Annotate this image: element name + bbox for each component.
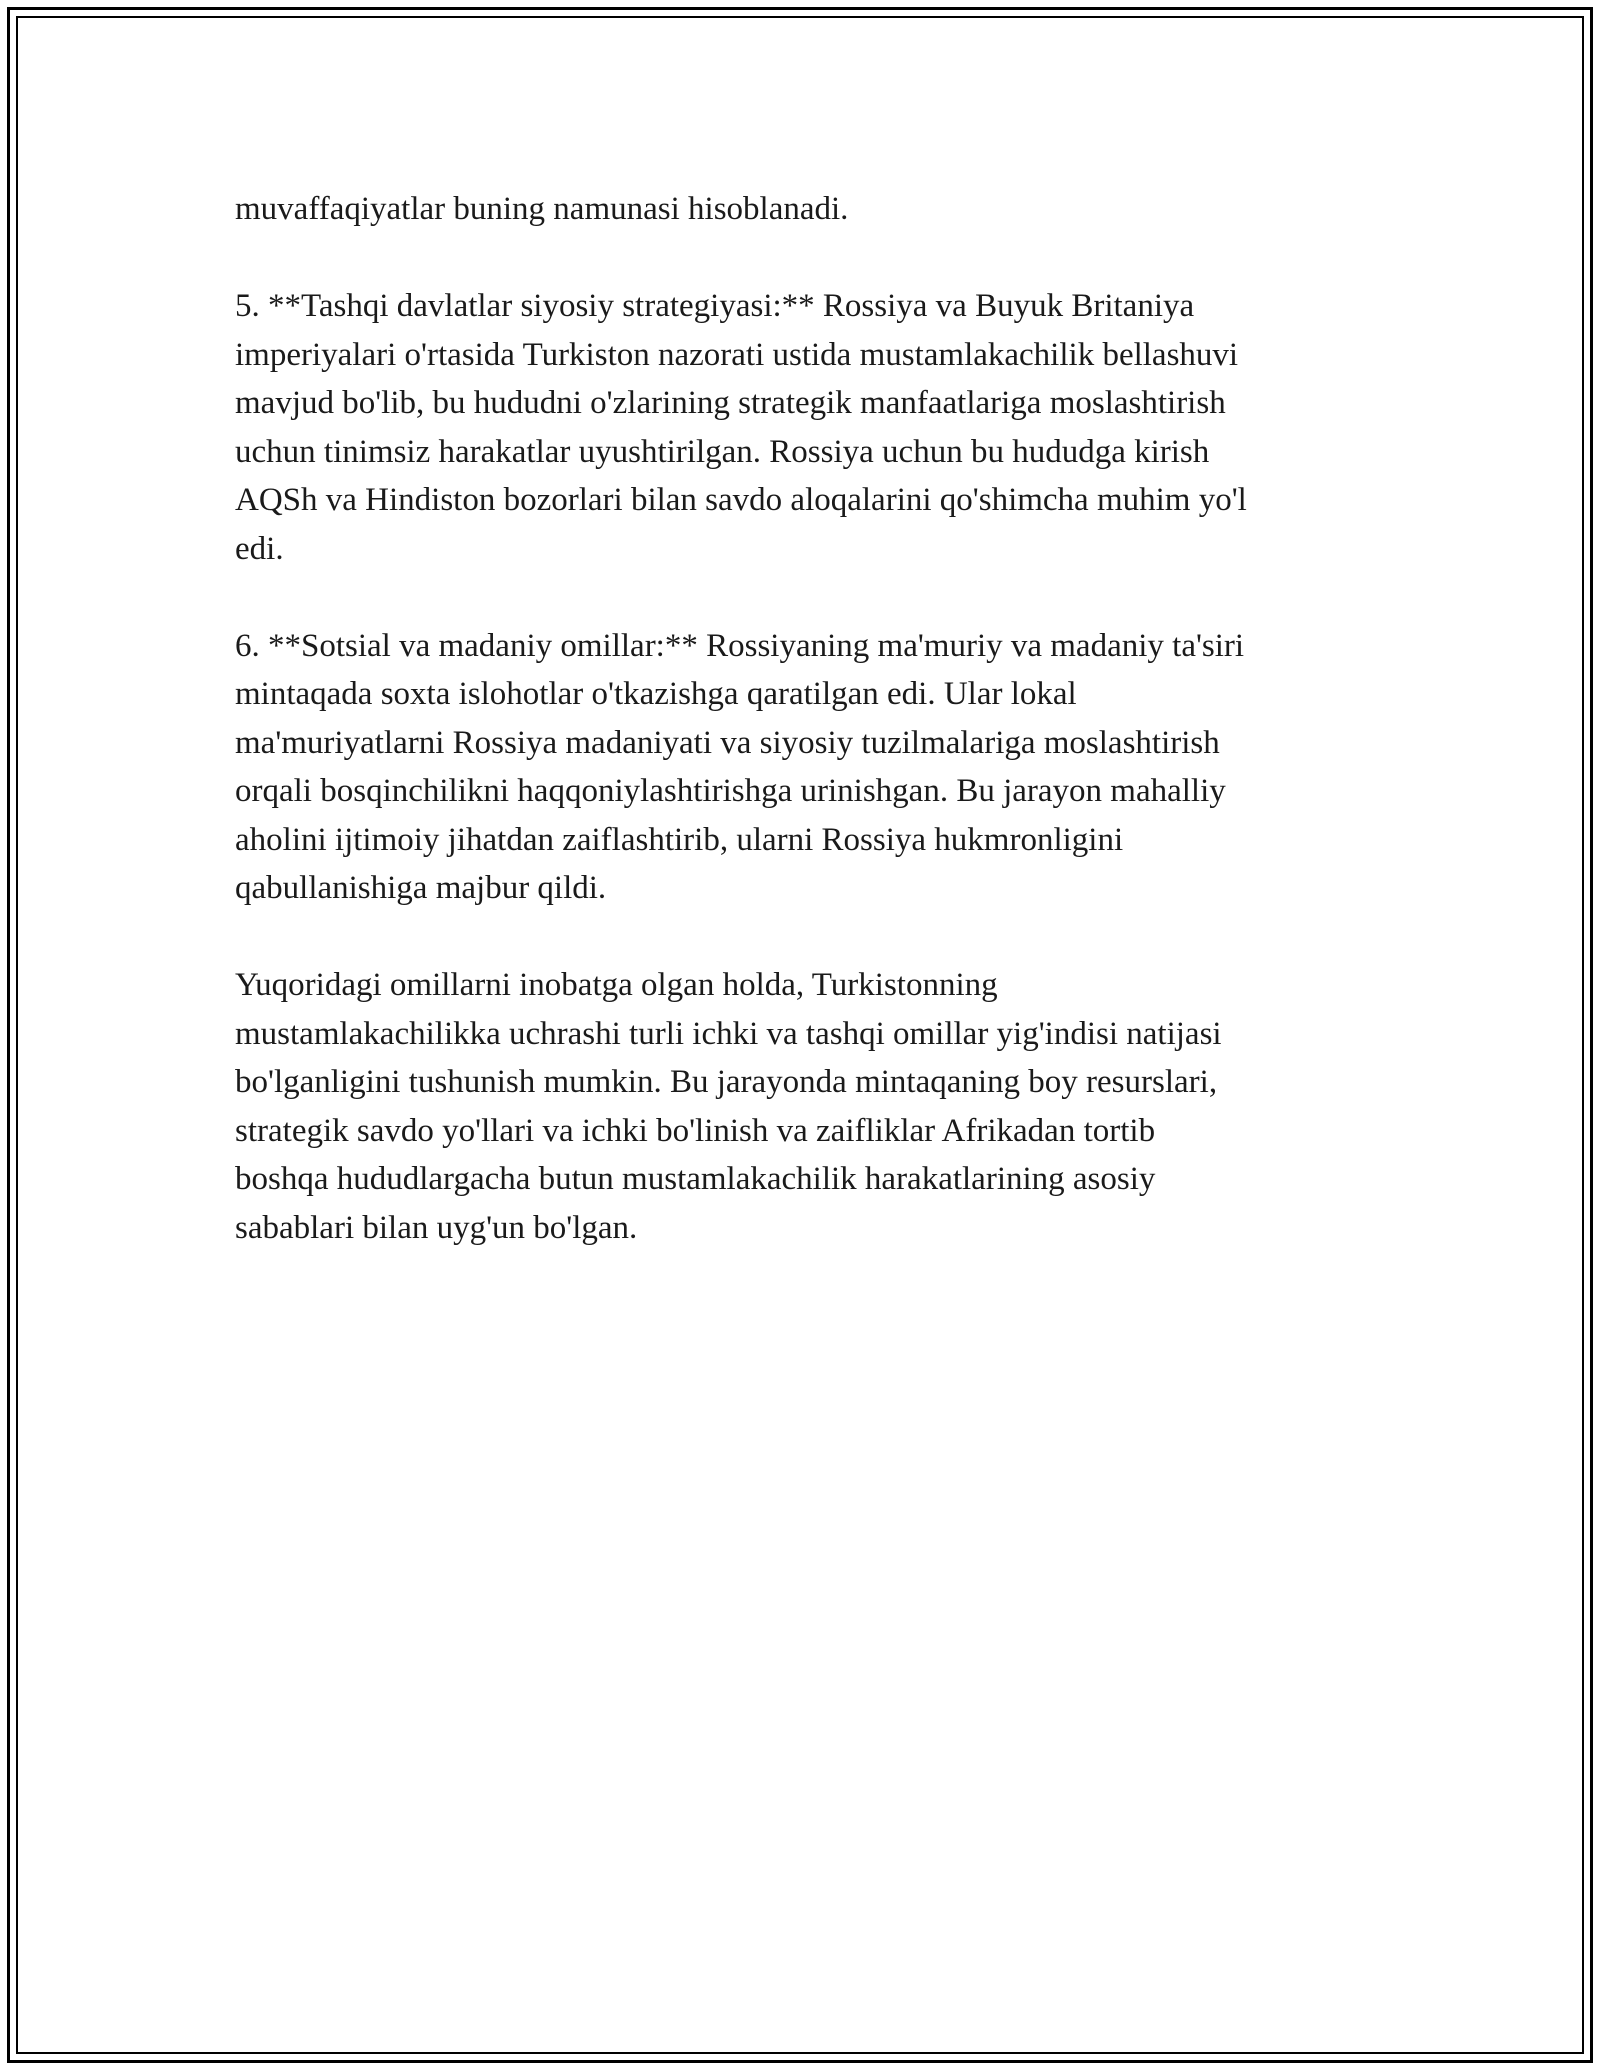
paragraph-point-5: 5. **Tashqi davlatlar siyosiy strategiyasi:** Rossiya va Buyuk Britaniya imperiyalari o'rtasida Turkiston nazorati ustida mustamlakachilik bellashuvi mavjud bo'lib, bu hududni o'zlarining strategik manfaatlariga moslashtirish uchun tinimsiz harakatlar uyushtirilgan. Rossiya uchun bu hududga kirish AQSh va Hindiston bozorlari bilan savdo aloqalarini qo'shimcha muhim yo'l edi. [235,288,1247,567]
paragraph-conclusion: Yuqoridagi omillarni inobatga olgan holda, Turkistonning mustamlakachilikka uchrashi turli ichki va tashqi omillar yig'indisi natijasi bo'lganligini tushunish mumkin. Bu jarayonda mintaqaning boy resurslari, strategik savdo yo'llari va ichki bo'linish va zaifliklar Afrikadan tortib boshqa hududlargacha butun mustamlakachilik harakatlarining asosiy sabablari bilan uyg'un bo'lgan. [235,967,1222,1246]
paragraph-continuation: muvaffaqiyatlar buning namunasi hisoblanadi. [235,191,849,227]
document-body [235,185,1415,1301]
paragraph-point-6: 6. **Sotsial va madaniy omillar:** Rossiyaning ma'muriy va madaniy ta'siri mintaqada soxta islohotlar o'tkazishga qaratilgan edi. Ular lokal ma'muriyatlarni Rossiya madaniyati va siyosiy tuzilmalariga moslashtirish orqali bosqinchilikni haqqoniylashtirishga urinishgan. Bu jarayon mahalliy aholini ijtimoiy jihatdan zaiflashtirib, ularni Rossiya hukmronligini qabullanishiga majbur qildi. [235,627,1245,906]
